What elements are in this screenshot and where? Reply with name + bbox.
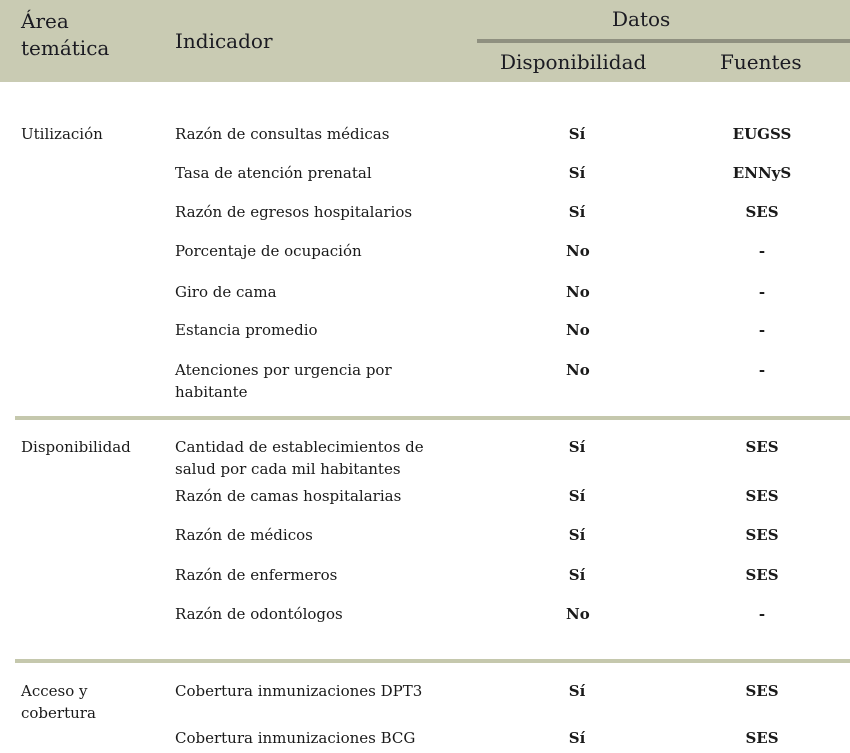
fuente-cell: SES <box>745 487 779 505</box>
section-separator <box>15 659 850 663</box>
indicador-cell: Razón de consultas médicas <box>175 125 390 143</box>
indicador-cell: Tasa de atención prenatal <box>175 164 372 182</box>
table-header <box>0 0 850 82</box>
disponibilidad-cell: No <box>566 321 590 339</box>
header-area-tematica <box>21 8 109 62</box>
fuente-cell: - <box>758 242 766 260</box>
header-divider <box>477 39 850 43</box>
disponibilidad-cell: Sí <box>568 729 586 747</box>
fuente-cell: SES <box>745 438 779 456</box>
indicador-cell <box>175 359 392 403</box>
section-separator <box>15 416 850 420</box>
indicador-line2: salud por cada mil habitantes <box>175 460 401 478</box>
header-indicador: Indicador <box>175 29 273 53</box>
fuente-cell: ENNyS <box>732 164 792 182</box>
indicador-cell: Razón de odontólogos <box>175 605 343 623</box>
indicador-cell: Cobertura inmunizaciones BCG <box>175 729 416 747</box>
header-area-line1: Área <box>21 9 69 33</box>
fuente-cell: - <box>758 605 766 623</box>
disponibilidad-cell: No <box>566 242 590 260</box>
fuente-cell: SES <box>745 729 779 747</box>
disponibilidad-cell: Sí <box>568 125 586 143</box>
indicador-line2: habitante <box>175 383 248 401</box>
indicador-cell: Giro de cama <box>175 283 277 301</box>
area-line2: cobertura <box>21 704 96 722</box>
fuente-cell: SES <box>745 203 779 221</box>
disponibilidad-cell: Sí <box>568 526 586 544</box>
header-fuentes: Fuentes <box>720 50 802 74</box>
indicador-cell: Razón de médicos <box>175 526 313 544</box>
disponibilidad-cell: No <box>566 361 590 379</box>
area-line1: Acceso y <box>21 682 88 700</box>
disponibilidad-cell: Sí <box>568 566 586 584</box>
fuente-cell: - <box>758 321 766 339</box>
indicador-cell: Estancia promedio <box>175 321 318 339</box>
indicador-cell: Razón de camas hospitalarias <box>175 487 402 505</box>
indicador-line1: Atenciones por urgencia por <box>175 361 392 379</box>
disponibilidad-cell: No <box>566 605 590 623</box>
area-label: Disponibilidad <box>21 438 131 456</box>
disponibilidad-cell: Sí <box>568 164 586 182</box>
fuente-cell: SES <box>745 566 779 584</box>
fuente-cell: EUGSS <box>732 125 792 143</box>
area-label <box>21 680 96 724</box>
fuente-cell: SES <box>745 526 779 544</box>
disponibilidad-cell: Sí <box>568 487 586 505</box>
header-disponibilidad: Disponibilidad <box>500 50 647 74</box>
disponibilidad-cell: Sí <box>568 203 586 221</box>
disponibilidad-cell: No <box>566 283 590 301</box>
header-datos: Datos <box>612 7 671 31</box>
indicador-cell: Razón de egresos hospitalarios <box>175 203 413 221</box>
disponibilidad-cell: Sí <box>568 682 586 700</box>
disponibilidad-cell: Sí <box>568 438 586 456</box>
indicador-cell: Cobertura inmunizaciones DPT3 <box>175 682 423 700</box>
fuente-cell: - <box>758 283 766 301</box>
indicador-cell <box>175 436 424 480</box>
indicador-cell: Razón de enfermeros <box>175 566 338 584</box>
area-label: Utilización <box>21 125 103 143</box>
fuente-cell: SES <box>745 682 779 700</box>
fuente-cell: - <box>758 361 766 379</box>
header-area-line2: temática <box>21 36 110 60</box>
indicador-line1: Cantidad de establecimientos de <box>175 438 424 456</box>
indicador-cell: Porcentaje de ocupación <box>175 242 362 260</box>
